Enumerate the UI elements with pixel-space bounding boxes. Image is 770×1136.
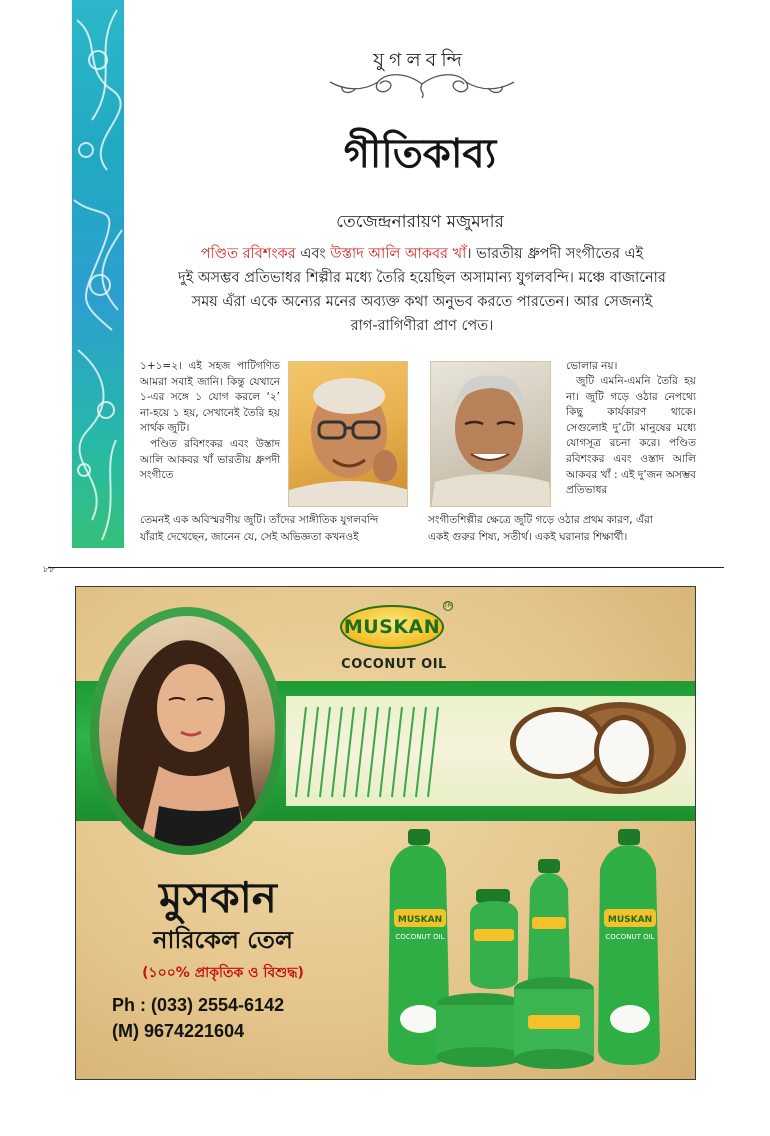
purity-claim: (১০০% প্রাকৃতিক ও বিশুদ্ধ) — [142, 965, 304, 981]
product-tagline: COCONUT OIL — [341, 657, 447, 672]
article-intro — [142, 242, 702, 338]
intro-line-1 — [142, 242, 702, 266]
photo-ravi-shankar — [430, 361, 551, 507]
phone-number: Ph : (033) 2554-6142 — [112, 995, 285, 1015]
intro-line-3: সময় এঁরা একে অন্যের মনের অব্যক্ত কথা অনুভব করতে পারতেন। আর সেজন্যই — [191, 294, 653, 310]
woman-portrait-icon — [99, 616, 275, 846]
intro-and: এবং — [295, 246, 331, 262]
page-number: ৮৮ — [43, 565, 55, 575]
model-portrait — [90, 607, 284, 855]
article-title: গীতিকাব্য — [343, 130, 497, 177]
trademark-icon: TM — [444, 602, 453, 609]
logo-text: MUSKAN — [343, 616, 441, 638]
brand-name-bengali: মুসকান — [159, 873, 277, 922]
muskan-advertisement — [75, 586, 696, 1080]
body-paragraph: ভোলার নয়। — [566, 360, 618, 372]
bottle-label: MUSKAN — [607, 915, 653, 925]
body-line-right: একই গুরুর শিষ্য, সতীর্থ। একই ঘরানার শিক্ষার্থী। — [428, 531, 628, 543]
portrait-illustration-icon — [431, 362, 551, 507]
mobile-number: (M) 9674221604 — [112, 1021, 245, 1041]
author-byline: তেজেন্দ্রনারায়ণ মজুমদার — [336, 212, 504, 232]
intro-name-1: পণ্ডিত রবিশংকর — [200, 246, 296, 262]
floral-pattern-icon — [72, 0, 124, 548]
body-paragraph: জুটি এমনি-এমনি তৈরি হয় না। জুটি গড়ে ওঠার নেপথ্যে কিছু কার্যকারণ থাকে। সেগুলোই দু’টো মানুষের মধ্যে যোগসূত্র রচনা করে। পণ্ডিত রবিশংকর এবং ওস্তাদ আলি আকবর খাঁ : এই দু’জন অসম্ভব প্রতিভাধর — [566, 375, 696, 497]
body-line-right: সংগীতশিল্পীর ক্ষেত্রে জুটি গড়ে ওঠার প্রথম কারণ, এঁরা — [428, 514, 653, 526]
decorative-side-strip — [72, 0, 124, 548]
section-heading: যুগলবন্দি — [373, 49, 467, 71]
brush-strokes-icon — [286, 697, 496, 807]
body-paragraph: ১+১=২। এই সহজ পাটিগণিত আমরা সবাই জানি। কিন্তু যেখানে ১-এর সঙ্গে ১ যোগ করলে ‘২’ না-হয়ে ১ হয়, সেখানেই তৈরি হয় সার্থক জুটি। — [140, 360, 280, 435]
bottle-sub: COCONUT OIL — [605, 933, 655, 941]
body-column-left — [140, 359, 280, 484]
bottle-sub: COCONUT OIL — [395, 933, 445, 941]
body-line-left: যাঁরাই দেখেছেন, জানেন যে, সেই অভিজ্ঞতা কখনওই — [140, 531, 359, 543]
body-paragraph: পণ্ডিত রবিশংকর এবং উস্তাদ আলি আকবর খাঁ ভারতীয় ধ্রুপদী সংগীতে — [140, 437, 280, 482]
muskan-logo — [340, 605, 444, 649]
ornamental-flourish-icon — [326, 70, 518, 100]
portrait-illustration-icon — [289, 362, 408, 507]
coconut-icon — [500, 693, 690, 803]
model-photo — [99, 616, 275, 846]
body-line-left: তেমনই এক অবিস্মরণীয় জুটি। তাঁদের সাঙ্গীতিক যুগলবন্দি — [140, 514, 379, 526]
bottle-label: MUSKAN — [397, 915, 443, 925]
intro-line-1-rest: । ভারতীয় ধ্রুপদী সংগীতের এই — [466, 246, 644, 262]
product-name-bengali: নারিকেল তেল — [153, 926, 293, 954]
product-bottles-icon — [368, 829, 688, 1069]
photo-ali-akbar-khan — [288, 361, 408, 507]
intro-line-4: রাগ-রাগিণীরা প্রাণ পেত। — [350, 318, 494, 334]
body-column-right-top — [566, 359, 696, 375]
intro-line-2: দুই অসম্ভব প্রতিভাধর শিল্পীর মধ্যে তৈরি হয়েছিল অসামান্য যুগলবন্দি। মঞ্চে বাজানোর — [178, 270, 666, 286]
body-column-right — [566, 374, 696, 499]
page-divider — [48, 567, 724, 568]
intro-name-2: উস্তাদ আলি আকবর খাঁ — [330, 246, 467, 262]
